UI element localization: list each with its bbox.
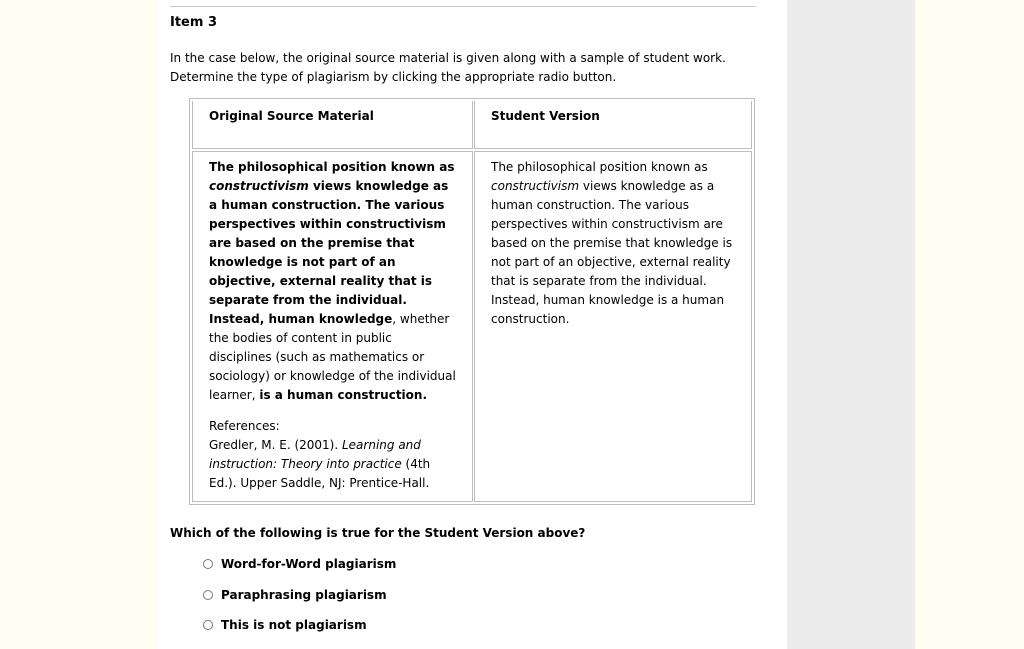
option-paraphrasing[interactable] — [203, 588, 387, 602]
top-divider — [170, 6, 756, 7]
option-label: This is not plagiarism — [221, 618, 367, 632]
question-text: Which of the following is true for the Student Version above? — [170, 526, 586, 540]
instructions-line-2: Determine the type of plagiarism by clicking the appropriate radio button. — [170, 70, 617, 84]
reference-publisher: (4th Ed.). Upper Saddle, NJ: Prentice-Hall. — [209, 457, 431, 490]
original-bold-2: views knowledge as a human construction. The various perspectives within constructivism are based on the premise that knowledge is not part of an objective, external reality that is separate from the individual. Instead, human knowledge — [209, 179, 449, 326]
right-sidebar — [787, 0, 915, 649]
student-italic: constructivism — [491, 179, 580, 193]
references — [209, 417, 456, 493]
instructions-line-1: In the case below, the original source material is given along with a sample of student work. — [170, 51, 726, 65]
instructions — [170, 49, 750, 87]
comparison-table — [189, 98, 755, 505]
option-not-plagiarism[interactable] — [203, 618, 367, 632]
radio-button[interactable] — [203, 590, 213, 600]
item-title: Item 3 — [170, 15, 217, 30]
original-bold-1: The philosophical position known as — [209, 160, 455, 174]
reference-author: Gredler, M. E. (2001). — [209, 438, 342, 452]
reference-entry — [209, 436, 456, 493]
option-label: Word-for-Word plagiarism — [221, 557, 397, 571]
radio-button[interactable] — [203, 559, 213, 569]
student-version-text — [474, 151, 752, 502]
original-source-text — [192, 151, 473, 502]
student-plain-2: views knowledge as a human construction. The various perspectives within constructivism are based on the premise that knowledge is not part of an objective, external reality that is separate from the individual. Instead, human knowledge is a human construction. — [491, 179, 733, 326]
option-word-for-word[interactable] — [203, 557, 396, 571]
original-bold-3: is a human construction. — [259, 388, 428, 402]
original-plain: , whether the bodies of content in public disciplines (such as mathematics or sociology) or knowledge of the individual learner, — [209, 312, 456, 402]
header-student-version: Student Version — [474, 101, 752, 149]
radio-button[interactable] — [203, 620, 213, 630]
student-plain-1: The philosophical position known as — [491, 160, 708, 174]
original-bold-italic: constructivism — [209, 179, 309, 193]
option-label: Paraphrasing plagiarism — [221, 588, 387, 602]
original-paragraph — [209, 158, 456, 405]
header-original-source: Original Source Material — [192, 101, 473, 149]
reference-title: Learning and instruction: Theory into practice — [209, 438, 421, 471]
references-label: References: — [209, 419, 280, 433]
